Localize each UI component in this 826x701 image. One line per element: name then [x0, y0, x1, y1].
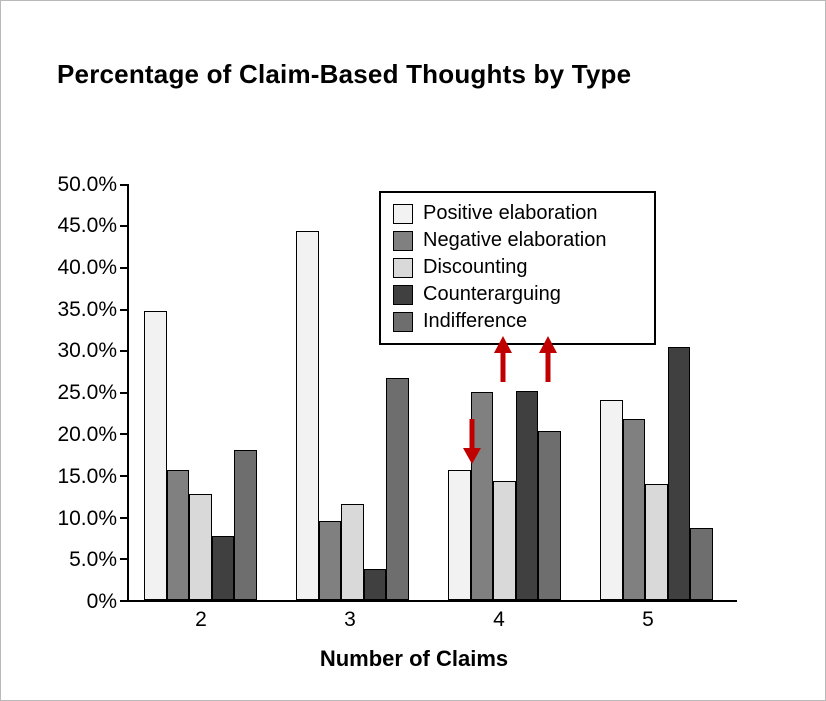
x-axis-label-2: 4 — [493, 608, 505, 631]
y-tick-4 — [120, 433, 129, 435]
up-arrow-icon-negative-elaboration-4 — [491, 334, 515, 384]
y-tick-1 — [120, 558, 129, 560]
y-tick-7 — [120, 309, 129, 311]
bar-2-negative-elaboration — [167, 470, 189, 600]
y-axis-label-0: 0% — [86, 590, 117, 613]
bar-5-indifference — [690, 528, 712, 600]
x-axis-label-1: 3 — [344, 608, 356, 631]
y-axis-label-4: 20.0% — [57, 423, 117, 446]
y-tick-8 — [120, 267, 129, 269]
legend-swatch-counterarguing — [393, 285, 413, 305]
bar-5-discounting — [645, 484, 667, 600]
y-tick-10 — [120, 184, 129, 186]
bar-2-counterarguing — [212, 536, 234, 600]
legend-swatch-negative-elaboration — [393, 231, 413, 251]
legend — [379, 191, 656, 345]
y-tick-9 — [120, 225, 129, 227]
bar-5-positive-elaboration — [600, 400, 622, 601]
y-axis-label-5: 25.0% — [57, 381, 117, 404]
x-axis-title: Number of Claims — [319, 646, 509, 671]
legend-item-2 — [393, 254, 644, 281]
legend-swatch-positive-elaboration — [393, 204, 413, 224]
y-axis-label-9: 45.0% — [57, 214, 117, 237]
y-tick-5 — [120, 392, 129, 394]
y-axis-label-3: 15.0% — [57, 465, 117, 488]
bar-3-negative-elaboration — [319, 521, 341, 600]
legend-label-2: Discounting — [423, 256, 528, 278]
bar-3-indifference — [386, 378, 408, 600]
y-axis-label-1: 5.0% — [69, 548, 117, 571]
y-axis-label-2: 10.0% — [57, 507, 117, 530]
legend-item-3 — [393, 281, 644, 308]
bar-3-positive-elaboration — [296, 231, 318, 600]
bar-2-positive-elaboration — [144, 311, 166, 600]
page-title: Percentage of Claim-Based Thoughts by Type — [57, 59, 632, 89]
legend-label-4: Indifference — [423, 310, 528, 332]
down-arrow-icon-positive-elaboration-4 — [460, 417, 484, 465]
legend-label-0: Positive elaboration — [423, 202, 598, 224]
y-tick-3 — [120, 475, 129, 477]
y-axis-label-7: 35.0% — [57, 298, 117, 321]
bar-4-positive-elaboration — [448, 470, 470, 600]
bar-5-counterarguing — [668, 347, 690, 600]
y-tick-2 — [120, 517, 129, 519]
x-axis-label-0: 2 — [195, 608, 207, 631]
legend-item-4 — [393, 308, 644, 335]
y-tick-0 — [120, 600, 129, 602]
bar-group-2 — [129, 184, 281, 600]
bar-5-negative-elaboration — [623, 419, 645, 600]
legend-label-3: Counterarguing — [423, 283, 561, 305]
y-tick-6 — [120, 350, 129, 352]
legend-swatch-discounting — [393, 258, 413, 278]
x-axis-label-3: 5 — [642, 608, 654, 631]
bar-2-indifference — [234, 450, 256, 600]
legend-swatch-indifference — [393, 312, 413, 332]
bar-3-counterarguing — [364, 569, 386, 600]
bar-4-counterarguing — [516, 391, 538, 600]
bar-3-discounting — [341, 504, 363, 600]
bar-4-indifference — [538, 431, 560, 600]
bar-4-discounting — [493, 481, 515, 600]
y-axis-label-8: 40.0% — [57, 256, 117, 279]
legend-item-0 — [393, 200, 644, 227]
up-arrow-icon-counterarguing-4 — [536, 334, 560, 384]
y-axis-label-10: 50.0% — [57, 173, 117, 196]
y-axis-label-6: 30.0% — [57, 339, 117, 362]
legend-item-1 — [393, 227, 644, 254]
bar-2-discounting — [189, 494, 211, 600]
legend-label-1: Negative elaboration — [423, 229, 607, 251]
